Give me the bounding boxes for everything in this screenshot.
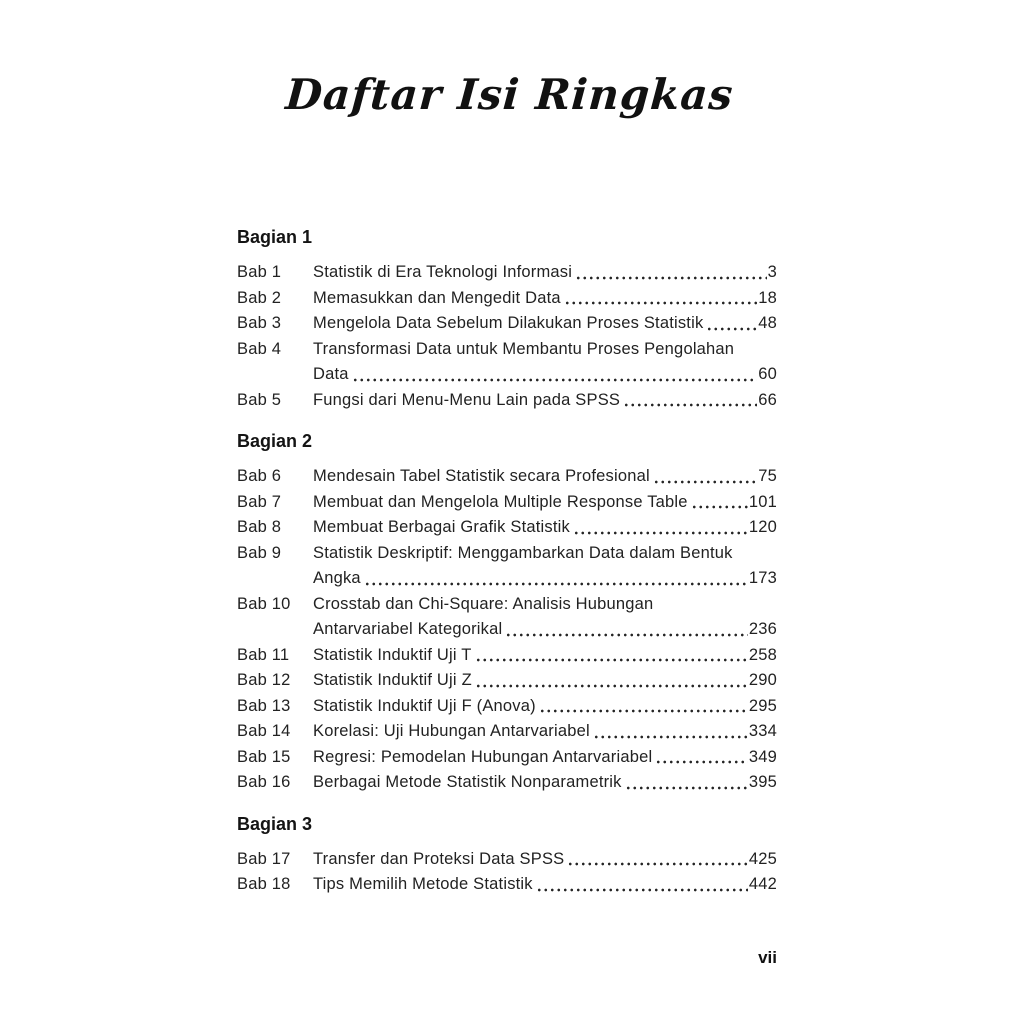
toc-entry-line xyxy=(237,260,777,286)
toc-entry-line xyxy=(237,337,777,363)
chapter-page-number: 442 xyxy=(748,875,777,893)
chapter-title: Membuat Berbagai Grafik Statistik xyxy=(313,518,570,536)
chapter-label: Bab 6 xyxy=(237,467,282,485)
dot-leader xyxy=(625,770,748,796)
toc-entry-line xyxy=(237,541,777,567)
toc-entry-line xyxy=(237,566,777,592)
chapter-page-number: 101 xyxy=(748,492,777,511)
chapter-label: Bab 1 xyxy=(237,263,282,281)
chapter-title: Statistik Induktif Uji F (Anova) xyxy=(313,696,536,715)
toc-entry-line xyxy=(237,872,777,898)
chapter-title: Berbagai Metode Statistik Nonparametrik xyxy=(313,773,622,791)
chapter-page-number: 3 xyxy=(767,263,777,281)
dot-leader xyxy=(364,566,748,592)
chapter-title: Transformasi Data untuk Membantu Proses Pengolahan xyxy=(313,339,735,358)
chapter-label: Bab 16 xyxy=(237,773,291,791)
chapter-label: Bab 7 xyxy=(237,492,282,511)
chapter-title: Mengelola Data Sebelum Dilakukan Proses Statistik xyxy=(313,314,704,332)
chapter-title: Crosstab dan Chi-Square: Analisis Hubungan xyxy=(313,594,654,613)
chapter-title: Data xyxy=(313,365,349,383)
table-of-contents xyxy=(237,225,777,898)
chapter-title: Memasukkan dan Mengedit Data xyxy=(313,288,561,307)
chapter-page-number: 120 xyxy=(748,518,777,536)
chapter-title: Angka xyxy=(313,569,361,587)
chapter-label: Bab 15 xyxy=(237,747,291,766)
chapter-label: Bab 17 xyxy=(237,849,291,868)
chapter-label: Bab 2 xyxy=(237,288,282,307)
chapter-label: Bab 3 xyxy=(237,314,282,332)
chapter-title: Statistik Induktif Uji Z xyxy=(313,671,472,689)
dot-leader xyxy=(536,872,748,898)
toc-entry-line xyxy=(237,515,777,541)
section-heading: Bagian 3 xyxy=(237,813,313,834)
chapter-title: Statistik di Era Teknologi Informasi xyxy=(313,263,573,281)
dot-leader xyxy=(706,311,757,337)
chapter-page-number: 425 xyxy=(748,849,777,868)
toc-section xyxy=(237,225,777,413)
dot-leader xyxy=(475,668,748,694)
chapter-label: Bab 11 xyxy=(237,645,290,664)
toc-entry-line xyxy=(237,617,777,643)
chapter-title: Transfer dan Proteksi Data SPSS xyxy=(313,849,565,868)
dot-leader xyxy=(505,617,748,643)
chapter-page-number: 334 xyxy=(748,722,777,740)
toc-entry-line xyxy=(237,745,777,771)
toc-entry-line xyxy=(237,311,777,337)
chapter-label: Bab 5 xyxy=(237,390,282,409)
chapter-label: Bab 18 xyxy=(237,875,291,893)
dot-leader xyxy=(653,464,757,490)
dot-leader xyxy=(691,490,748,516)
chapter-title: Statistik Deskriptif: Menggambarkan Data dalam Bentuk xyxy=(313,543,733,562)
chapter-page-number: 395 xyxy=(748,773,777,791)
chapter-title: Fungsi dari Menu-Menu Lain pada SPSS xyxy=(313,390,621,409)
section-heading: Bagian 2 xyxy=(237,431,313,451)
toc-entry-line xyxy=(237,668,777,694)
toc-entry-line xyxy=(237,847,777,873)
chapter-page-number: 173 xyxy=(748,569,777,587)
toc-entry-line xyxy=(237,592,777,618)
chapter-page-number: 236 xyxy=(748,620,777,638)
dot-leader xyxy=(352,362,758,388)
chapter-title: Membuat dan Mengelola Multiple Response Table xyxy=(313,492,688,511)
toc-entry-line xyxy=(237,464,777,490)
toc-entry-line xyxy=(237,643,777,669)
toc-entry-line xyxy=(237,770,777,796)
chapter-page-number: 258 xyxy=(748,645,777,664)
chapter-title: Mendesain Tabel Statistik secara Profesional xyxy=(313,467,650,485)
dot-leader xyxy=(593,719,748,745)
dot-leader xyxy=(623,388,757,414)
toc-entry-line xyxy=(237,719,777,745)
chapter-page-number: 48 xyxy=(758,314,777,332)
chapter-label: Bab 12 xyxy=(237,671,291,689)
toc-entry-line xyxy=(237,490,777,516)
toc-section xyxy=(237,812,777,898)
page-title: Daftar Isi Ringkas xyxy=(283,70,736,119)
chapter-label: Bab 10 xyxy=(237,594,291,613)
toc-entry-line xyxy=(237,286,777,312)
dot-leader xyxy=(567,847,747,873)
chapter-page-number: 75 xyxy=(758,467,777,485)
dot-leader xyxy=(564,286,758,312)
dot-leader xyxy=(573,515,748,541)
chapter-page-number: 60 xyxy=(758,365,777,383)
toc-entry-line xyxy=(237,694,777,720)
dot-leader xyxy=(539,694,748,720)
chapter-page-number: 349 xyxy=(748,747,777,766)
dot-leader xyxy=(575,260,767,286)
chapter-page-number: 295 xyxy=(748,696,777,715)
toc-entry-line xyxy=(237,388,777,414)
chapter-label: Bab 8 xyxy=(237,518,282,536)
chapter-title: Statistik Induktif Uji T xyxy=(313,645,472,664)
chapter-title: Antarvariabel Kategorikal xyxy=(313,620,503,638)
section-heading: Bagian 1 xyxy=(237,227,313,247)
chapter-page-number: 290 xyxy=(748,671,777,689)
chapter-label: Bab 9 xyxy=(237,543,282,562)
chapter-label: Bab 13 xyxy=(237,696,291,715)
chapter-title: Regresi: Pemodelan Hubungan Antarvariabel xyxy=(313,747,653,766)
chapter-page-number: 18 xyxy=(758,288,777,307)
chapter-label: Bab 14 xyxy=(237,722,291,740)
toc-entry-line xyxy=(237,362,777,388)
chapter-title: Korelasi: Uji Hubungan Antarvariabel xyxy=(313,722,590,740)
chapter-label: Bab 4 xyxy=(237,339,282,358)
folio-page-number: vii xyxy=(758,948,777,967)
toc-section xyxy=(237,429,777,796)
chapter-page-number: 66 xyxy=(758,390,777,409)
dot-leader xyxy=(655,745,748,771)
chapter-title: Tips Memilih Metode Statistik xyxy=(313,875,533,893)
dot-leader xyxy=(475,643,748,669)
